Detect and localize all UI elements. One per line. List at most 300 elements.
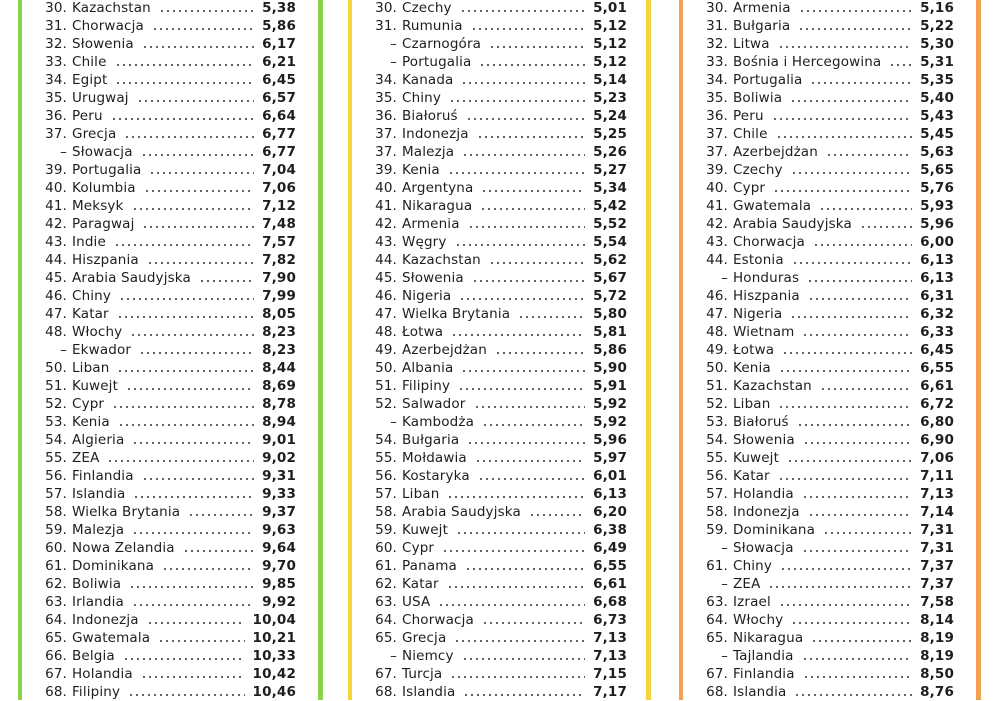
- country-name: Boliwia: [733, 90, 783, 106]
- dot-leader: [480, 208, 585, 210]
- country-name: Niemcy: [402, 648, 454, 664]
- list-item: [352, 449, 646, 467]
- ranking-column-2: [348, 0, 651, 700]
- country-name: ZEA: [733, 576, 761, 592]
- score-value: 7,90: [262, 270, 296, 286]
- rank-number: 47.: [706, 306, 728, 322]
- list-item: [352, 341, 646, 359]
- list-item: [352, 179, 646, 197]
- country-name: Litwa: [733, 36, 770, 52]
- country-name: Chile: [733, 126, 768, 142]
- list-item: [683, 521, 976, 539]
- score-value: 5,24: [593, 108, 627, 124]
- score-value: 7,04: [262, 162, 296, 178]
- rank-number: 35.: [375, 90, 397, 106]
- score-value: 6,38: [593, 522, 627, 538]
- list-item: [683, 557, 976, 575]
- rank-number: 58.: [375, 504, 397, 520]
- dot-leader: [458, 388, 585, 390]
- score-value: 5,93: [920, 198, 954, 214]
- country-name: Katar: [402, 576, 439, 592]
- country-name: Słowenia: [72, 36, 134, 52]
- score-value: 6,33: [920, 324, 954, 340]
- country-name: Gwatemala: [72, 630, 151, 646]
- dot-leader: [128, 694, 244, 696]
- country-name: Grecja: [402, 630, 447, 646]
- country-name: Nigeria: [733, 306, 783, 322]
- country-name: Nowa Zelandia: [72, 540, 175, 556]
- rank-number: 65.: [706, 630, 728, 646]
- score-value: 9,37: [262, 504, 296, 520]
- list-item: [352, 629, 646, 647]
- score-value: 7,15: [593, 666, 627, 682]
- list-item: [683, 305, 976, 323]
- rank-number: 48.: [706, 324, 728, 340]
- list-item: [683, 35, 976, 53]
- dot-leader: [823, 532, 912, 534]
- list-item: [352, 53, 646, 71]
- dot-leader: [448, 172, 585, 174]
- rank-number: 63.: [45, 594, 67, 610]
- score-value: 6,20: [593, 504, 627, 520]
- rank-number: 43.: [375, 234, 397, 250]
- country-name: Peru: [72, 108, 103, 124]
- ranking-column-3: [679, 0, 981, 700]
- score-value: 6,17: [262, 36, 296, 52]
- list-item: [352, 197, 646, 215]
- list-item: [683, 323, 976, 341]
- country-name: Chorwacja: [733, 234, 805, 250]
- score-value: 5,90: [593, 360, 627, 376]
- dot-leader: [772, 118, 912, 120]
- rank-number: 37.: [375, 126, 397, 142]
- score-value: 5,27: [593, 162, 627, 178]
- list-item: [683, 665, 976, 683]
- rank-number: 35.: [706, 90, 728, 106]
- list-item: [683, 449, 976, 467]
- dot-leader: [117, 370, 254, 372]
- country-name: Islandia: [733, 684, 787, 700]
- dot-leader: [481, 190, 585, 192]
- country-name: Holandia: [72, 666, 133, 682]
- score-value: 8,05: [262, 306, 296, 322]
- dot-leader: [811, 640, 912, 642]
- rank-number: 32.: [706, 36, 728, 52]
- country-name: Boliwia: [72, 576, 122, 592]
- list-item: [22, 179, 318, 197]
- dot-leader: [790, 316, 912, 318]
- rank-number: 52.: [706, 396, 728, 412]
- dot-leader: [449, 100, 585, 102]
- dot-leader: [782, 352, 912, 354]
- dot-leader: [803, 442, 912, 444]
- rank-number: 55.: [45, 450, 67, 466]
- rank-number: 53.: [45, 414, 67, 430]
- country-name: Liban: [72, 360, 110, 376]
- rank-number: 35.: [45, 90, 67, 106]
- score-value: 10,21: [252, 630, 296, 646]
- dot-leader: [115, 64, 255, 66]
- country-name: Urugwaj: [72, 90, 129, 106]
- score-value: 9,31: [262, 468, 296, 484]
- country-name: Malezja: [402, 144, 455, 160]
- rank-number: 30.: [45, 0, 67, 16]
- list-item: [352, 251, 646, 269]
- list-item: [22, 341, 318, 359]
- list-item: [683, 215, 976, 233]
- rank-number: 37.: [45, 126, 67, 142]
- list-item: [352, 683, 646, 701]
- dot-leader: [133, 496, 254, 498]
- dot-leader: [518, 316, 585, 318]
- list-item: [683, 287, 976, 305]
- list-item: [22, 665, 318, 683]
- score-value: 8,76: [920, 684, 954, 700]
- list-item: [683, 53, 976, 71]
- list-item: [22, 413, 318, 431]
- score-value: 6,64: [262, 108, 296, 124]
- dot-leader: [462, 154, 585, 156]
- list-item: [352, 377, 646, 395]
- country-name: Liban: [733, 396, 771, 412]
- country-name: Egipt: [72, 72, 108, 88]
- rank-number: 31.: [45, 18, 67, 34]
- score-value: 7,48: [262, 216, 296, 232]
- rank-number: 48.: [375, 324, 397, 340]
- dot-leader: [794, 694, 912, 696]
- rank-number: –: [721, 270, 728, 286]
- list-item: [352, 107, 646, 125]
- rank-number: 67.: [375, 666, 397, 682]
- list-item: [683, 269, 976, 287]
- dot-leader: [889, 64, 912, 66]
- country-name: USA: [402, 594, 431, 610]
- score-value: 7,31: [920, 522, 954, 538]
- country-name: Dominikana: [72, 558, 155, 574]
- dot-leader: [808, 514, 912, 516]
- score-value: 6,21: [262, 54, 296, 70]
- country-name: Węgry: [402, 234, 447, 250]
- list-item: [352, 647, 646, 665]
- country-name: Dominikana: [733, 522, 816, 538]
- country-name: Nikaragua: [402, 198, 473, 214]
- list-item: [22, 485, 318, 503]
- list-item: [22, 611, 318, 629]
- country-name: Czechy: [402, 0, 452, 16]
- country-name: Kuwejt: [402, 522, 449, 538]
- list-item: [352, 17, 646, 35]
- dot-leader: [442, 550, 585, 552]
- list-item: [22, 125, 318, 143]
- dot-leader: [119, 298, 254, 300]
- dot-leader: [529, 514, 585, 516]
- country-name: Gwatemala: [733, 198, 812, 214]
- rank-number: 31.: [706, 18, 728, 34]
- dot-leader: [456, 532, 585, 534]
- score-value: 5,96: [593, 432, 627, 448]
- dot-leader: [462, 658, 585, 660]
- country-name: Nigeria: [402, 288, 452, 304]
- country-name: Algieria: [72, 432, 125, 448]
- list-item: [22, 71, 318, 89]
- rank-number: 49.: [706, 342, 728, 358]
- rank-number: 61.: [375, 558, 397, 574]
- dot-leader: [791, 172, 912, 174]
- dot-leader: [107, 460, 254, 462]
- dot-leader: [790, 100, 912, 102]
- list-item: [22, 305, 318, 323]
- score-value: 5,26: [593, 144, 627, 160]
- list-item: [22, 143, 318, 161]
- score-value: 9,70: [262, 558, 296, 574]
- score-value: 6,49: [593, 540, 627, 556]
- dot-leader: [482, 424, 585, 426]
- list-item: [352, 269, 646, 287]
- country-name: Bułgaria: [402, 432, 460, 448]
- score-value: 10,33: [252, 648, 296, 664]
- rank-number: 52.: [45, 396, 67, 412]
- list-item: [22, 593, 318, 611]
- country-name: Albania: [402, 360, 454, 376]
- score-value: 5,72: [593, 288, 627, 304]
- score-value: 5,91: [593, 378, 627, 394]
- dot-leader: [139, 352, 254, 354]
- dot-leader: [451, 334, 585, 336]
- rank-number: 33.: [45, 54, 67, 70]
- dot-leader: [159, 10, 254, 12]
- list-item: [352, 539, 646, 557]
- list-item: [22, 449, 318, 467]
- list-item: [683, 413, 976, 431]
- rank-number: 55.: [375, 450, 397, 466]
- list-item: [683, 467, 976, 485]
- score-value: 5,12: [593, 18, 627, 34]
- dot-leader: [147, 262, 254, 264]
- ranking-list: [352, 0, 646, 701]
- score-value: 5,16: [920, 0, 954, 16]
- country-name: Filipiny: [72, 684, 121, 700]
- dot-leader: [482, 622, 585, 624]
- dot-leader: [826, 154, 912, 156]
- country-name: Wielka Brytania: [402, 306, 511, 322]
- dot-leader: [791, 622, 912, 624]
- country-name: Chorwacja: [72, 18, 144, 34]
- score-value: 6,61: [593, 576, 627, 592]
- list-item: [352, 557, 646, 575]
- dot-leader: [141, 676, 245, 678]
- dot-leader: [137, 100, 254, 102]
- score-value: 5,31: [920, 54, 954, 70]
- country-name: Mołdawia: [402, 450, 467, 466]
- dot-leader: [489, 262, 585, 264]
- rank-number: 41.: [706, 198, 728, 214]
- score-value: 6,55: [593, 558, 627, 574]
- rank-number: –: [721, 576, 728, 592]
- score-value: 6,72: [920, 396, 954, 412]
- dot-leader: [495, 352, 585, 354]
- list-item: [352, 359, 646, 377]
- dot-leader: [147, 622, 245, 624]
- country-name: Bułgaria: [733, 18, 791, 34]
- score-value: 7,06: [262, 180, 296, 196]
- score-value: 5,45: [920, 126, 954, 142]
- list-item: [683, 629, 976, 647]
- list-item: [22, 629, 318, 647]
- list-item: [683, 359, 976, 377]
- score-value: 5,92: [593, 414, 627, 430]
- dot-leader: [803, 676, 912, 678]
- dot-leader: [158, 640, 244, 642]
- rank-number: 51.: [706, 378, 728, 394]
- country-name: Chile: [72, 54, 107, 70]
- list-item: [683, 0, 976, 17]
- country-name: Katar: [72, 306, 109, 322]
- score-value: 8,94: [262, 414, 296, 430]
- rank-number: 67.: [45, 666, 67, 682]
- list-item: [683, 575, 976, 593]
- dot-leader: [475, 460, 585, 462]
- score-value: 7,58: [920, 594, 954, 610]
- list-item: [352, 467, 646, 485]
- rank-number: 42.: [375, 216, 397, 232]
- score-value: 5,63: [920, 144, 954, 160]
- list-item: [352, 323, 646, 341]
- list-item: [22, 395, 318, 413]
- country-name: Cypr: [733, 180, 766, 196]
- country-name: Grecja: [72, 126, 117, 142]
- list-item: [352, 0, 646, 17]
- list-item: [683, 503, 976, 521]
- rank-number: 58.: [45, 504, 67, 520]
- country-name: Cypr: [72, 396, 105, 412]
- country-name: Kuwejt: [733, 450, 780, 466]
- dot-leader: [798, 28, 912, 30]
- dot-leader: [124, 136, 254, 138]
- rank-number: 64.: [706, 612, 728, 628]
- score-value: 7,13: [593, 648, 627, 664]
- country-name: Kazachstan: [402, 252, 481, 268]
- score-value: 5,35: [920, 72, 954, 88]
- score-value: 7,31: [920, 540, 954, 556]
- country-name: Islandia: [402, 684, 456, 700]
- country-name: Azerbejdżan: [733, 144, 818, 160]
- dot-leader: [792, 262, 912, 264]
- score-value: 6,31: [920, 288, 954, 304]
- dot-leader: [802, 496, 912, 498]
- country-name: Azerbejdżan: [402, 342, 487, 358]
- dot-leader: [114, 244, 254, 246]
- dot-leader: [463, 694, 585, 696]
- dot-leader: [479, 64, 585, 66]
- country-name: Chorwacja: [402, 612, 474, 628]
- list-item: [352, 413, 646, 431]
- dot-leader: [117, 316, 254, 318]
- score-value: 9,01: [262, 432, 296, 448]
- dot-leader: [132, 442, 254, 444]
- country-name: Wietnam: [733, 324, 795, 340]
- country-name: Bośnia i Hercegowina: [733, 54, 882, 70]
- country-name: Wielka Brytania: [72, 504, 181, 520]
- list-item: [22, 161, 318, 179]
- list-item: [683, 377, 976, 395]
- rank-number: 45.: [375, 270, 397, 286]
- score-value: 7,37: [920, 558, 954, 574]
- country-name: Armenia: [402, 216, 460, 232]
- dot-leader: [778, 406, 912, 408]
- list-item: [352, 233, 646, 251]
- score-value: 8,23: [262, 324, 296, 340]
- score-value: 10,46: [252, 684, 296, 700]
- rank-number: 34.: [375, 72, 397, 88]
- rank-number: –: [721, 648, 728, 664]
- rank-number: 52.: [375, 396, 397, 412]
- rank-number: 37.: [706, 144, 728, 160]
- list-item: [22, 251, 318, 269]
- score-value: 8,50: [920, 666, 954, 682]
- country-name: Słowacja: [733, 540, 794, 556]
- rank-number: 63.: [706, 594, 728, 610]
- list-item: [683, 161, 976, 179]
- rank-number: 61.: [45, 558, 67, 574]
- country-name: Kenia: [733, 360, 771, 376]
- rank-number: 65.: [375, 630, 397, 646]
- rank-number: –: [390, 414, 397, 430]
- rank-number: 53.: [706, 414, 728, 430]
- dot-leader: [142, 478, 254, 480]
- country-name: Słowenia: [733, 432, 795, 448]
- rank-number: 44.: [706, 252, 728, 268]
- score-value: 5,96: [920, 216, 954, 232]
- dot-leader: [115, 82, 254, 84]
- country-name: Panama: [402, 558, 457, 574]
- rank-number: 57.: [45, 486, 67, 502]
- dot-leader: [860, 226, 912, 228]
- score-value: 9,63: [262, 522, 296, 538]
- list-item: [683, 395, 976, 413]
- country-name: Turcja: [402, 666, 443, 682]
- rank-number: 30.: [375, 0, 397, 16]
- dot-leader: [461, 370, 585, 372]
- country-name: Meksyk: [72, 198, 124, 214]
- rank-number: 56.: [45, 468, 67, 484]
- dot-leader: [472, 280, 585, 282]
- score-value: 5,67: [593, 270, 627, 286]
- list-item: [352, 485, 646, 503]
- rank-number: 59.: [45, 522, 67, 538]
- score-value: 5,01: [593, 0, 627, 16]
- country-name: Kanada: [402, 72, 454, 88]
- country-name: Czarnogóra: [402, 36, 482, 52]
- score-value: 5,38: [262, 0, 296, 16]
- dot-leader: [152, 28, 254, 30]
- rank-number: 67.: [706, 666, 728, 682]
- list-item: [22, 17, 318, 35]
- score-value: 7,06: [920, 450, 954, 466]
- dot-leader: [162, 568, 254, 570]
- score-value: 6,77: [262, 126, 296, 142]
- dot-leader: [118, 424, 254, 426]
- rank-number: 64.: [375, 612, 397, 628]
- list-item: [683, 593, 976, 611]
- rank-number: –: [390, 648, 397, 664]
- score-value: 5,97: [593, 450, 627, 466]
- country-name: Słowacja: [72, 144, 133, 160]
- dot-leader: [188, 514, 254, 516]
- country-name: Katar: [733, 468, 770, 484]
- dot-leader: [467, 442, 585, 444]
- score-value: 7,82: [262, 252, 296, 268]
- score-value: 8,78: [262, 396, 296, 412]
